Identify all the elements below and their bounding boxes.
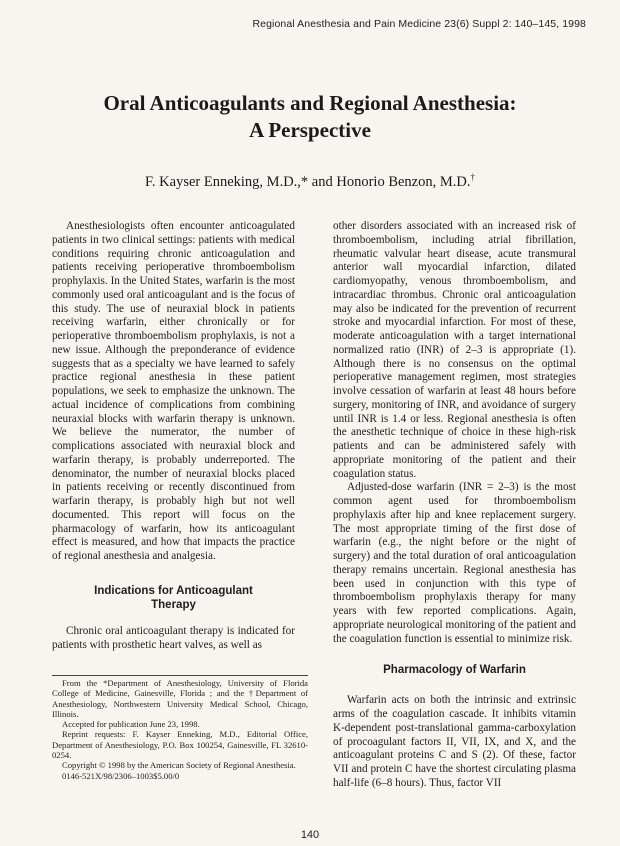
section-heading-indications [52, 584, 295, 612]
pharmacology-paragraph: Warfarin acts on both the intrinsic and extrinsic arms of the coagulation cascade. It inhibits vitamin K-dependent post-translational gamma-carboxylation of procoagulant factors II, VII, IX, and X, and the anticoagulant proteins C and S (2). Of these, factor VII and protein C have the shortest circulating plasma half-life (6–8 hours). Thus, factor VII [333, 694, 576, 789]
running-head: Regional Anesthesia and Pain Medicine 23(6) Suppl 2: 140–145, 1998 [252, 18, 586, 30]
footnote-code: 0146-521X/98/2306–1003$5.00/0 [62, 770, 180, 781]
footnote-reprints: Reprint requests: F. Kayser Enneking, M.D., Editorial Office, Department of Anesthesiology, P.O. Box 100254, Gainesville, FL 32610-0254. [52, 729, 308, 761]
author-2: Honorio Benzon, M.D. [336, 173, 471, 190]
footnote-copyright: Copyright © 1998 by the American Society of Regional Anesthesia. [62, 760, 296, 771]
page-number: 140 [300, 829, 320, 841]
footnotes [52, 675, 308, 781]
indications-paragraph: Chronic oral anticoagulant therapy is indicated for patients with prosthetic heart valves, as well as [52, 624, 295, 651]
article-title [0, 90, 620, 144]
author-conjunction: and [308, 173, 337, 190]
continued-paragraph: other disorders associated with an increased risk of thromboembolism, including atrial fibrillation, rheumatic valvular heart disease, acute transmural anterior wall myocardial infarction, dilated cardiomyopathy, venous thromboembolism, and intracardiac thrombus. Chronic oral anticoagulation may also be indicated for the prevention of recurrent stroke and myocardial infarction. For most of these, moderate anticoagulation with a target international normalized ratio (INR) of 2–3 is appropriate (1). Although there is no consensus on the optimal perioperative management regimen, most strategies involve cessation of warfarin at least 48 hours before surgery, monitoring of INR, and avoidance of surgery until INR is 1.4 or less. Regional anesthesia is often the anesthetic technique of choice in these high-risk patients and can be administered safely with appropriate monitoring of the patient and their coagulation status. [333, 220, 576, 480]
adjusted-dose-paragraph: Adjusted-dose warfarin (INR = 2–3) is the most common agent used for thromboembolism prophylaxis after hip and knee replacement surgery. The most appropriate timing of the first dose of warfarin (e.g., the night before or the night of surgery) and the total duration of oral anticoagulation therapy remains uncertain. Regional anesthesia has been used in conjunction with this type of thromboembolism prophylaxis therapy for many years with few reported complications. Again, appropriate neurological monitoring of the patient and the coagulation function is essential to minimize risk. [333, 481, 576, 645]
intro-paragraph: Anesthesiologists often encounter anticoagulated patients in two clinical settings: patients with medical conditions requiring chronic anticoagulation and patients receiving perioperative thromboembolism prophylaxis. In the United States, warfarin is the most commonly used oral anticoagulant and is the focus of this study. The use of neuraxial block in patients receiving warfarin, either chronically or for perioperative thromboembolism prophylaxis, is not a new issue. Although the preponderance of evidence suggests that as a specialty we have learned to safely practice regional anesthesia in these patient populations, we seek to emphasize the unknown. The actual incidence of complications from combining neuraxial blocks with warfarin therapy is unknown. We believe the numerator, the number of complications associated with neuraxial block and warfarin therapy, is probably underreported. The denominator, the number of neuraxial blocks placed in patients receiving or recently discontinued from warfarin therapy, is probably high but not well documented. This report will focus on the pharmacology of warfarin, how its anticoagulant effect is measured, and how that impacts the practice of regional anesthesia and analgesia. [52, 220, 295, 562]
author-1: F. Kayser Enneking, M.D.,* [145, 173, 309, 190]
title-line-2: A Perspective [249, 118, 371, 142]
footnote-affiliation: From the *Department of Anesthesiology, University of Florida College of Medicine, Gainesville, Florida ; and the †Department of Anesthesiology, Northwestern University Medical School, Chicago, Illinois. [52, 678, 308, 719]
footnote-accepted: Accepted for publication June 23, 1998. [62, 719, 200, 730]
section-heading-line-2: Therapy [151, 598, 196, 611]
right-column [333, 220, 576, 791]
title-line-1: Oral Anticoagulants and Regional Anesthesia: [103, 91, 517, 115]
footnote-divider [52, 675, 308, 676]
left-column [52, 220, 295, 652]
section-heading-pharmacology: Pharmacology of Warfarin [383, 664, 526, 677]
author-2-footnote-mark: † [470, 172, 475, 182]
author-byline [0, 172, 620, 191]
section-heading-line-1: Indications for Anticoagulant [94, 584, 253, 597]
